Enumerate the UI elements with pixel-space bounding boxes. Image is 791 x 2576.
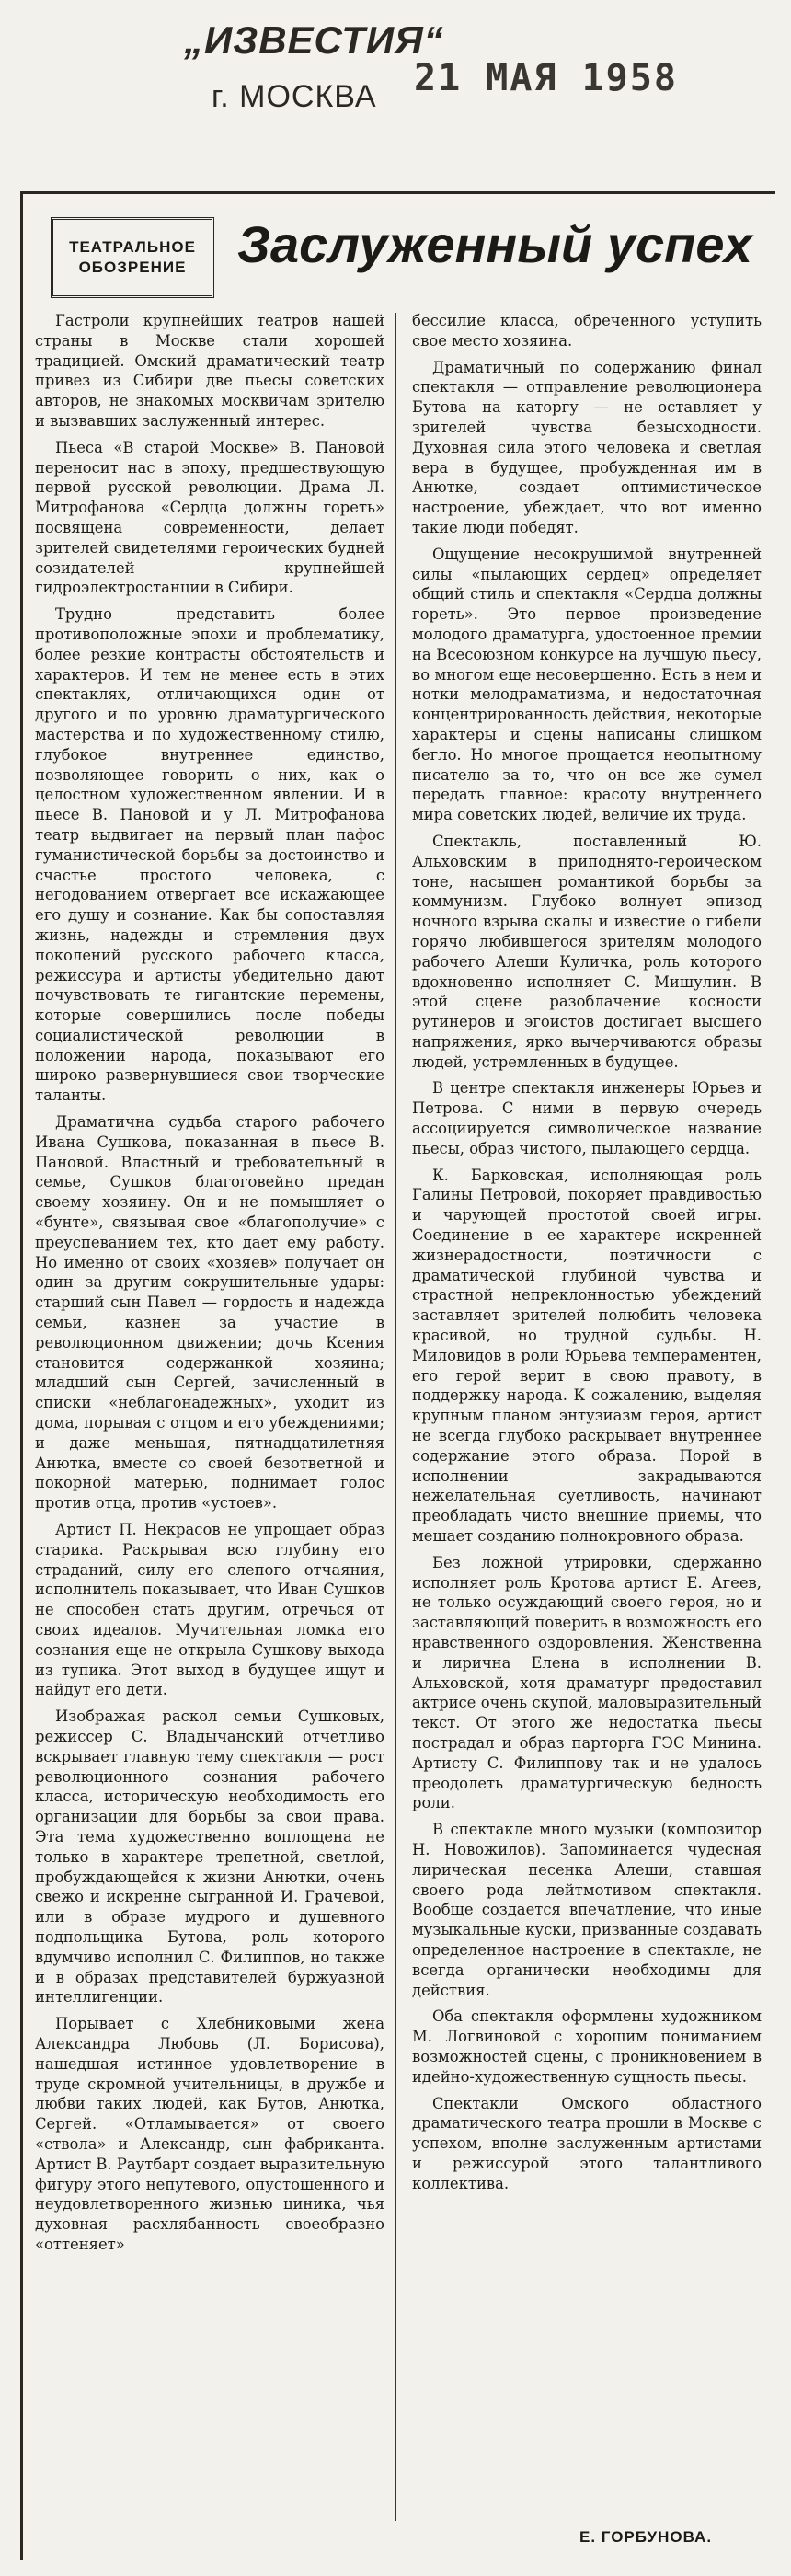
- paragraph: Трудно представить более противоположные эпохи и проблематику, более резкие контрасты обстоятельств и характеров. И тем не менее есть в этих спектаклях, отличающихся один от другого и по уровню драматургического мастерства и по художественному стилю, глубокое внутреннее единство, позволяющее говорить о них, как о целостном художественном явлении. И в пьесе В. Пановой и у Л. Митрофанова театр выдвигает на первый план пафос гуманистической борьбы за достоинство и счастье простого человека, с негодованием отвергает все искажающее его душу и сознание. Как бы сопоставляя жизнь, надежды и стремления двух поколений русского рабочего класса, режиссура и артисты убедительно дают почувствовать те гигантские перемены, которые совершились после победы социалистической революции в положении народа, показывают его широко развернувшиеся свои творческие таланты.: [35, 605, 384, 1105]
- paragraph: бессилие класса, обреченного уступить свое место хозяина.: [412, 312, 762, 350]
- paragraph: Пьеса «В старой Москве» В. Пановой переносит нас в эпоху, предшествующую первой русской революции. Драма Л. Митрофанова «Сердца должны гореть» посвящена современности, делает зрителей свидетелями героических будней созидателей крупнейшей гидроэлектростанции в Сибири.: [35, 438, 384, 597]
- paragraph: К. Барковская, исполняющая роль Галины Петровой, покоряет правдивостью и чарующей простотой своей игры. Соединение в ее характере искренней жизнерадостности, поэтичности с драматической глубиной чувства и страстной непреклонностью убеждений заставляет зрителей полюбить человека красивой, но трудной судьбы. Н. Миловидов в роли Юрьева темпераментен, его герой верит в свою правоту, в поддержку народа. К сожалению, выделяя крупным планом энтузиазм героя, артист не всегда глубоко раскрывает внутреннее содержание этого образа. Порой в исполнении закрадываются нежелательная суетливость, начинают преобладать чисто внешние приемы, что мешает созданию полнокровного образа.: [412, 1166, 762, 1546]
- paragraph: В спектакле много музыки (композитор Н. Новожилов). Запоминается чудесная лирическая песенка Алеши, ставшая своего рода лейтмотивом спектакля. Вообще создается впечатление, что иные музыкальные куски, призванные создавать определенное настроение в спектакле, не всегда органически необходимы для действия.: [412, 1821, 762, 1999]
- author-signature: Е. ГОРБУНОВА.: [579, 2528, 713, 2546]
- paragraph: Артист П. Некрасов не упрощает образ старика. Раскрывая всю глубину его страданий, силу его слепого отчаяния, исполнитель показывает, что Иван Сушков не способен стать другим, отречься от своих идеалов. Мучительная ломка его сознания еще не открыла Сушкову выхода из тупика. Этот выход в будущее ищут и найдут его дети.: [35, 1521, 384, 1699]
- paragraph: Порывает с Хлебниковыми жена Александра Любовь (Л. Борисова), нашедшая истинное удовлетворение в труде скромной учительницы, в дружбе и любви таких людей, как Бутов, Анютка, Сергей. «Отламывается» от своего «ствола» и Александр, сын фабриканта. Артист В. Раутбарт создает выразительную фигуру этого непутевого, опустошенного и неудовлетворенного жизнью циника, чья духовная расхлябанность своеобразно «оттеняет»: [35, 2015, 384, 2253]
- rubric-line-2: ОБОЗРЕНИЕ: [78, 259, 187, 276]
- city-label: г. МОСКВА: [212, 79, 377, 114]
- paragraph: Без ложной утрировки, сдержанно исполняет роль Кротова артист Е. Агеев, не только осуждающий своего героя, но и заставляющий поверить в возможность его нравственного оздоровления. Женственна и лирична Елена в исполнении В. Альховской, хотя драматург предоставил актрисе очень скупой, маловыразительный текст. От этого же недостатка пьесы пострадал и образ парторга ГЭС Минина. Артисту С. Филиппову так и не удалось преодолеть драматургическую бедность роли.: [412, 1553, 762, 1812]
- paragraph: Драматичный по содержанию финал спектакля — отправление революционера Бутова на каторгу — не оставляет у зрителей чувства безысходности. Духовная сила этого человека и светлая вера в будущее, пробужденная им в Анютке, создает оптимистическое настроение, убеждает, что вот именно такие люди победят.: [412, 358, 762, 536]
- paragraph: Изображая раскол семьи Сушковых, режиссер С. Владычанский отчетливо вскрывает главную тему спектакля — рост революционного сознания рабочего класса, историческую необходимость его организации для борьбы за свои права. Эта тема художественно воплощена не только в характере трепетной, светлой, пробуждающейся к жизни Анютки, очень свежо и искренне сыгранной И. Грачевой, или в образе мудрого и душевного подпольщика Бутова, роль которого вдумчиво исполнил С. Филиппов, но также и в образах представителей буржуазной интеллигенции.: [35, 1708, 384, 2007]
- newspaper-name: „ИЗВЕСТИЯ“: [184, 18, 444, 62]
- paragraph: В центре спектакля инженеры Юрьев и Петрова. С ними в первую очередь ассоциируется символическое название пьесы, образ чистого, пылающего сердца.: [412, 1079, 762, 1157]
- date-stamp: 21 МАЯ 1958: [414, 57, 678, 99]
- paragraph: Ощущение несокрушимой внутренней силы «пылающих сердец» определяет общий стиль и спектакля «Сердца должны гореть». Это первое произведение молодого драматурга, удостоенное премии на Всесоюзном конкурсе на лучшую пьесу, во многом еще несовершенно. Есть в нем и нотки мелодраматизма, и недостаточная концентрированность действия, некоторые характеры и сцены написаны слишком бегло. Но многое прощается неопытному писателю за то, что он все же сумел передать главное: красоту внутреннего мира советских людей, величие их труда.: [412, 545, 762, 824]
- paragraph: Оба спектакля оформлены художником М. Логвиновой с хорошим пониманием возможностей сцены, с проникновением в идейно-художественную сущность пьесы.: [412, 2007, 762, 2086]
- paragraph: Спектакли Омского областного драматического театра прошли в Москве с успехом, вполне заслуженным артистами и режиссурой этого талантливого коллектива.: [412, 2094, 762, 2192]
- paragraph: Гастроли крупнейших театров нашей страны в Москве стали хорошей традицией. Омский драматический театр привез из Сибири две пьесы советских авторов, не знакомых москвичам зрителю и вызвавших заслуженный интерес.: [35, 312, 384, 430]
- rubric-box: [51, 217, 214, 298]
- article-column-left: [35, 311, 384, 2255]
- paragraph: Спектакль, поставленный Ю. Альховским в приподнято-героическом тоне, насыщен романтикой борьбы за коммунизм. Глубоко волнует эпизод ночного взрыва скалы и известие о гибели горячо любившегося зрителям молодого рабочего Алеши Куличка, роль которого вдохновенно исполняет С. Мишулин. В этой сцене разоблачение косности рутинеров и эгоистов достигает высшего напряжения, ярко вычерчиваются образы людей, устремленных в будущее.: [412, 832, 762, 1071]
- article-column-right: [412, 311, 762, 2194]
- rubric-line-1: ТЕАТРАЛЬНОЕ: [69, 238, 196, 256]
- article-title: Заслуженный успех: [237, 215, 752, 273]
- paragraph: Драматична судьба старого рабочего Ивана Сушкова, показанная в пьесе В. Пановой. Властный и требовательный в семье, Сушков благоговейно предан своему хозяину. Он и не помышляет о «бунте», связывая свое «благополучие» с преуспеванием тех, кто дает ему работу. Но именно от своих «хозяев» получает он один за другим сокрушительные удары: старший сын Павел — гордость и надежда семьи, казнен за участие в революционном движении; дочь Ксения становится содержанкой хозяина; младший сын Сергей, зачисленный в списки «неблагонадежных», уходит из дома, порывая с отцом и его убеждениями; и даже меньшая, пятнадцатилетняя Анютка, вместе со своей безответной и покорной матерью, поднимает голос против отца, против «устоев».: [35, 1113, 384, 1512]
